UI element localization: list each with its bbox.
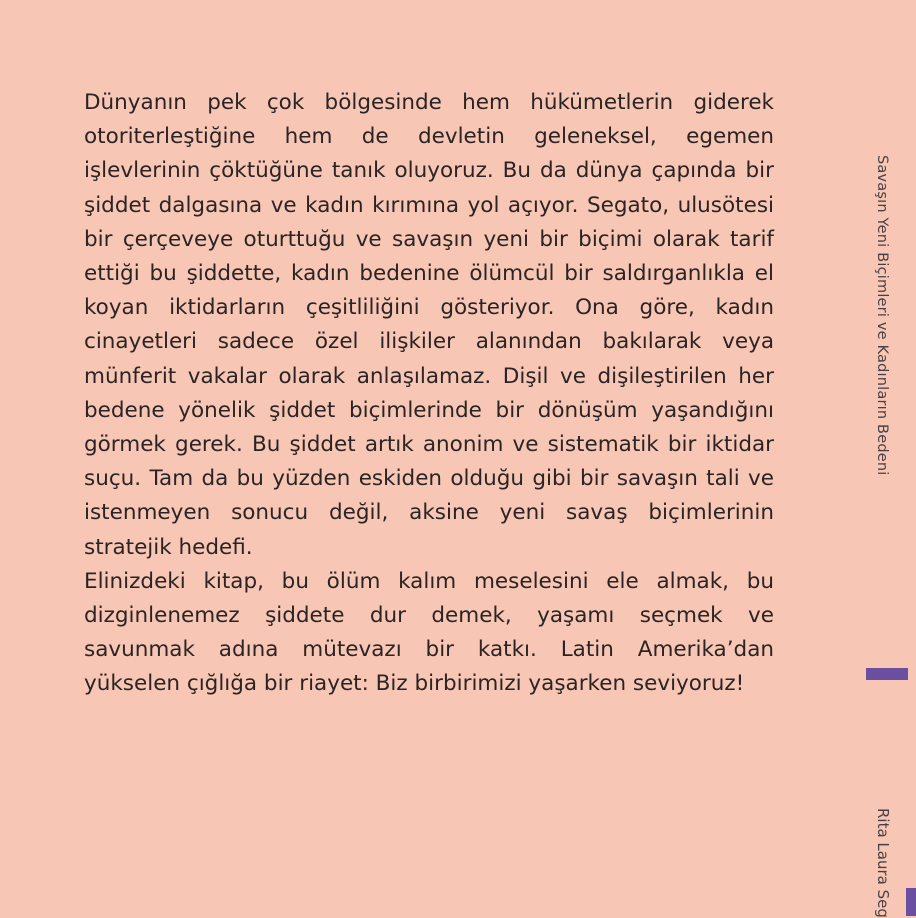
spine-accent-bar-bottom [906, 888, 916, 916]
back-cover-text [84, 86, 774, 702]
paragraph-1: Dünyanın pek çok bölgesinde hem hükümetlerin giderek otoriterleştiğine hem de devletin geleneksel, egemen işlevlerinin çöktüğüne tanık oluyoruz. Bu da dünya çapında bir şiddet dalgasına ve kadın kırımına yol açıyor. Segato, ulusötesi bir çerçeveye oturttuğu ve savaşın yeni bir biçimi olarak tarif ettiği bu şiddette, kadın bedenine ölümcül bir saldırganlıkla el koyan iktidarların çeşitliliğini gösteriyor. Ona göre, kadın cinayetleri sadece özel ilişkiler alanından bakılarak veya münferit vakalar olarak anlaşılamaz. Dişil ve dişileştirilen her bedene yönelik şiddet biçimlerinde bir dönüşüm yaşandığını görmek gerek. Bu şiddet artık anonim ve sistematik bir iktidar suçu. Tam da bu yüzden eskiden olduğu gibi bir savaşın tali ve istenmeyen sonucu değil, aksine yeni savaş biçimlerinin stratejik hedefi. [84, 90, 774, 560]
paragraph-2: Elinizdeki kitap, bu ölüm kalım meselesini ele almak, bu dizginlenemez şiddete dur demek, yaşamı seçmek ve savunmak adına mütevazı bir katkı. Latin Amerika’dan yükselen çığlığa bir riayet: Biz birbirimizi yaşarken seviyoruz! [84, 568, 774, 697]
spine-author-name: Rita Laura Seg [874, 808, 892, 918]
spine-accent-bar [866, 668, 908, 680]
spine-book-title: Savaşın Yeni Biçimleri ve Kadınların Bedeni [874, 155, 890, 476]
